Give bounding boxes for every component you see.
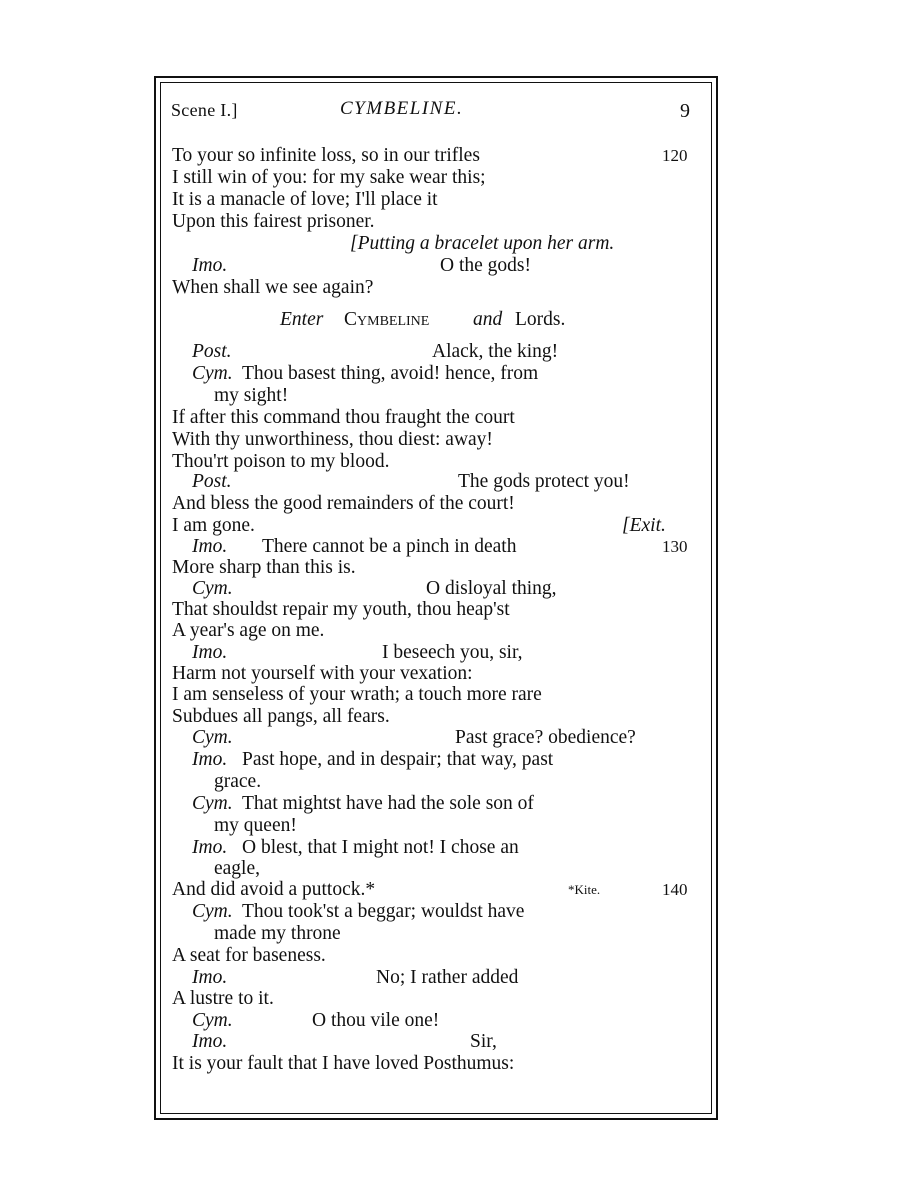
speaker: Cym. [192, 727, 233, 748]
verse-line: Thou'rt poison to my blood. [172, 451, 390, 472]
speaker: Imo. [192, 536, 228, 557]
speaker: Imo. [192, 749, 228, 770]
speaker: Cym. [192, 1010, 233, 1031]
stage-direction: Enter Cymbeline and Lords. [280, 309, 566, 330]
verse-line: I am senseless of your wrath; a touch more rare [172, 684, 542, 705]
verse-line: Cym. That mightst have had the sole son of [192, 793, 534, 814]
verse-line: Imo. Past hope, and in despair; that way, past [192, 749, 554, 770]
verse-line: A seat for baseness. [172, 945, 326, 966]
verse-line: Imo. O the gods! [192, 255, 531, 276]
verse-line: That shouldst repair my youth, thou heap'st [172, 599, 510, 620]
verse-line: Imo. Sir, [192, 1031, 497, 1052]
verse-line: A year's age on me. [172, 620, 325, 641]
verse-line: Subdues all pangs, all fears. [172, 706, 390, 727]
verse-line: And bless the good remainders of the court! [172, 493, 515, 514]
verse-line: Cym. Thou basest thing, avoid! hence, from [192, 363, 539, 384]
verse-line: I still win of you: for my sake wear this; [172, 167, 486, 188]
verse-line: I am gone. [Exit. [172, 515, 666, 536]
verse-line: Imo. There cannot be a pinch in death 130 [192, 536, 688, 557]
speaker: Imo. [192, 967, 228, 988]
speaker: Imo. [192, 642, 228, 663]
verse-line: Imo. No; I rather added [192, 967, 519, 988]
speaker: Post. [192, 471, 232, 492]
verse-line: With thy unworthiness, thou diest: away! [172, 429, 493, 450]
line-number: 120 [662, 146, 688, 165]
speaker: Cym. [192, 578, 233, 599]
verse-line: It is a manacle of love; I'll place it [172, 189, 438, 210]
stage-direction: [Putting a bracelet upon her arm. [350, 233, 615, 254]
verse-line: Upon this fairest prisoner. [172, 211, 375, 232]
page-number: 9 [680, 100, 690, 122]
verse-line: eagle, [214, 858, 261, 879]
verse-line: Post. Alack, the king! [192, 341, 559, 362]
speaker: Imo. [192, 837, 228, 858]
verse-line: When shall we see again? [172, 277, 374, 298]
running-head-title: CYMBELINE. [340, 98, 464, 119]
speaker: Cym. [192, 793, 233, 814]
verse-line: More sharp than this is. [172, 557, 356, 578]
speaker: Imo. [192, 1031, 228, 1052]
verse-line: my sight! [214, 385, 289, 406]
verse-line: Cym. Thou took'st a beggar; wouldst have [192, 901, 525, 922]
verse-line: grace. [214, 771, 262, 792]
footnote: *Kite. [568, 882, 601, 897]
speaker: Cym. [192, 363, 233, 384]
verse-line: Cym. Past grace? obedience? [192, 727, 636, 748]
verse-line: If after this command thou fraught the court [172, 407, 515, 428]
running-head-scene: Scene I.] [171, 100, 238, 120]
verse-line: Cym. O disloyal thing, [192, 578, 557, 599]
verse-line: To your so infinite loss, so in our trifles 120 [172, 145, 688, 166]
line-number: 140 [662, 880, 688, 899]
verse-line: A lustre to it. [172, 988, 274, 1009]
line-number: 130 [662, 537, 688, 556]
speaker: Cym. [192, 901, 233, 922]
verse-line: Imo. O blest, that I might not! I chose an [192, 837, 519, 858]
verse-line: Cym. O thou vile one! [192, 1010, 440, 1031]
verse-line: my queen! [214, 815, 297, 836]
verse-line: Imo. I beseech you, sir, [192, 642, 523, 663]
verse-line: It is your fault that I have loved Posthumus: [172, 1053, 515, 1074]
stage-direction: [Exit. [622, 515, 666, 536]
speaker: Imo. [192, 255, 228, 276]
speaker: Post. [192, 341, 232, 362]
verse-line: Post. The gods protect you! [192, 471, 630, 492]
verse-line: And did avoid a puttock.* *Kite. 140 [172, 879, 688, 900]
verse-line: Harm not yourself with your vexation: [172, 663, 473, 684]
verse-line: made my throne [214, 923, 341, 944]
